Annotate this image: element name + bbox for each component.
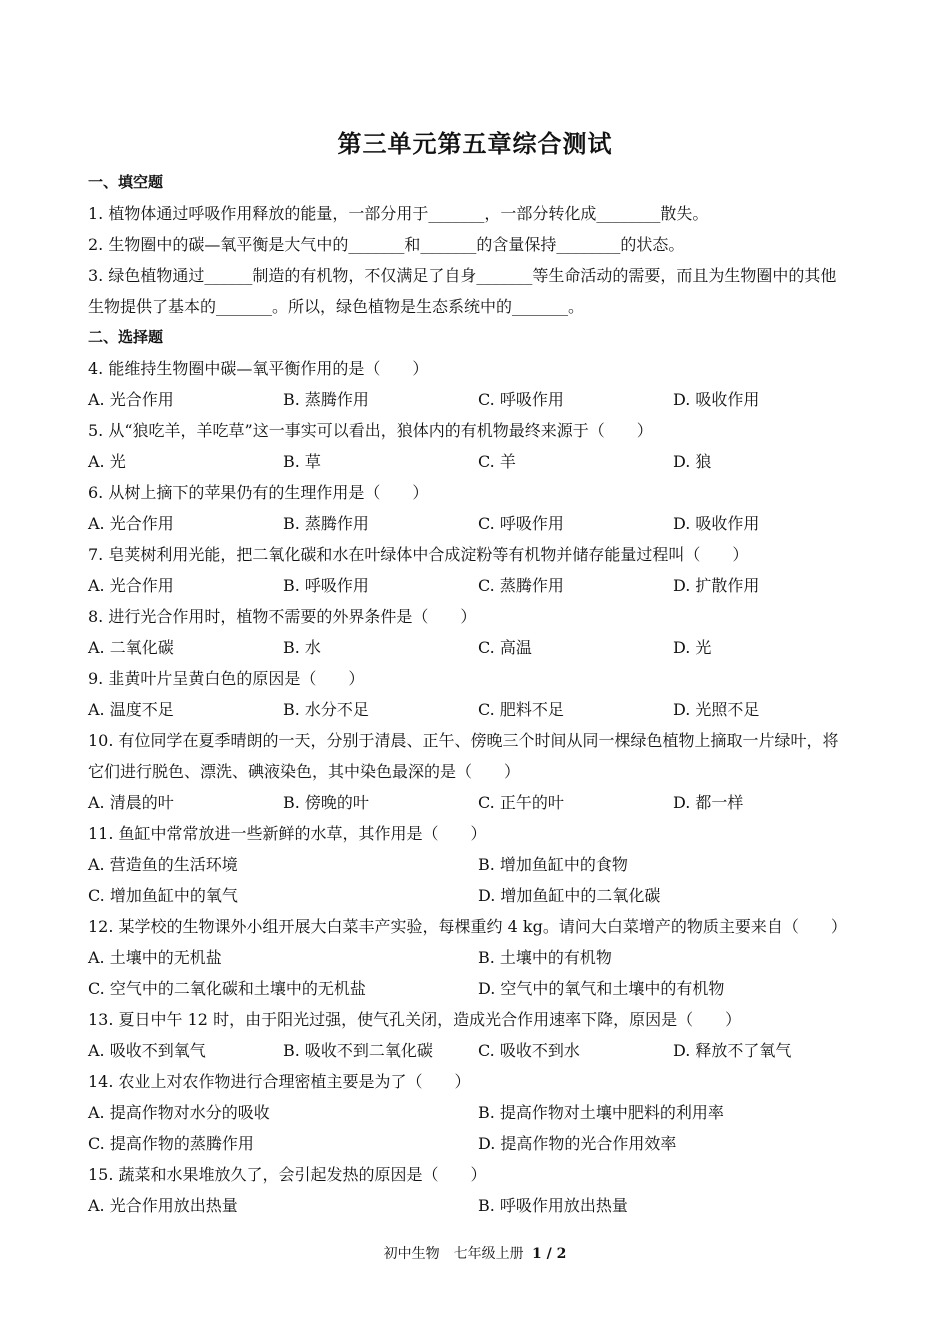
options-row <box>88 446 868 477</box>
fill-question: 3. 绿色植物通过______制造的有机物，不仅满足了自身_______等生命活动的需要，而且为生物圈中的其他 <box>88 266 837 285</box>
option-c: C. 肥料不足 <box>478 700 564 719</box>
question-stem: 4. 能维持生物圈中碳—氧平衡作用的是（ ） <box>88 359 429 378</box>
option-d: D. 狼 <box>673 452 712 471</box>
footer-text: 初中生物 七年级上册 <box>383 1246 524 1262</box>
option-a: A. 光合作用 <box>88 576 174 595</box>
option-a: A. 温度不足 <box>88 700 174 719</box>
option-d: D. 扩散作用 <box>673 576 760 595</box>
option-b: B. 水分不足 <box>283 700 369 719</box>
options-row <box>88 632 868 663</box>
option-a: A. 二氧化碳 <box>88 638 174 657</box>
option-d: D. 提高作物的光合作用效率 <box>478 1134 677 1153</box>
option-d: D. 释放不了氧气 <box>673 1041 792 1060</box>
question-stem: 9. 韭黄叶片呈黄白色的原因是（ ） <box>88 669 365 688</box>
question-stem: 6. 从树上摘下的苹果仍有的生理作用是（ ） <box>88 483 429 502</box>
page-title: 第三单元第五章综合测试 <box>337 130 613 158</box>
options-row <box>88 1097 868 1128</box>
document-body <box>88 167 868 1221</box>
option-d: D. 光 <box>673 638 712 657</box>
option-d: D. 空气中的氧气和土壤中的有机物 <box>478 979 725 998</box>
option-c: C. 空气中的二氧化碳和土壤中的无机盐 <box>88 979 366 998</box>
option-b: B. 蒸腾作用 <box>283 514 369 533</box>
option-d: D. 增加鱼缸中的二氧化碳 <box>478 886 661 905</box>
option-b: B. 呼吸作用 <box>283 576 369 595</box>
option-c: C. 提高作物的蒸腾作用 <box>88 1134 254 1153</box>
question-stem: 8. 进行光合作用时，植物不需要的外界条件是（ ） <box>88 607 477 626</box>
option-b: B. 提高作物对土壤中肥料的利用率 <box>478 1103 724 1122</box>
option-d: D. 光照不足 <box>673 700 760 719</box>
option-a: A. 吸收不到氧气 <box>88 1041 206 1060</box>
option-a: A. 光合作用 <box>88 390 174 409</box>
options-row <box>88 880 868 911</box>
options-row <box>88 787 868 818</box>
option-a: A. 清晨的叶 <box>88 793 174 812</box>
option-a: A. 营造鱼的生活环境 <box>88 855 238 874</box>
options-row <box>88 1128 868 1159</box>
question-stem: 13. 夏日中午 12 时，由于阳光过强，使气孔关闭，造成光合作用速率下降，原因是（ ） <box>88 1010 742 1029</box>
page-footer <box>0 1243 950 1263</box>
question-stem: 10. 有位同学在夏季晴朗的一天，分别于清晨、正午、傍晚三个时间从同一棵绿色植物上摘取一片绿叶，将 <box>88 731 839 750</box>
options-row <box>88 942 868 973</box>
option-b: B. 呼吸作用放出热量 <box>478 1196 628 1215</box>
fill-question: 2. 生物圈中的碳—氧平衡是大气中的_______和_______的含量保持________的状态。 <box>88 235 685 254</box>
option-c: C. 高温 <box>478 638 532 657</box>
option-b: B. 水 <box>283 638 321 657</box>
question-stem: 15. 蔬菜和水果堆放久了，会引起发热的原因是（ ） <box>88 1165 487 1184</box>
option-d: D. 吸收作用 <box>673 514 760 533</box>
option-c: C. 呼吸作用 <box>478 514 564 533</box>
question-stem: 5. 从“狼吃羊，羊吃草”这一事实可以看出，狼体内的有机物最终来源于（ ） <box>88 421 653 440</box>
option-a: A. 土壤中的无机盐 <box>88 948 222 967</box>
option-b: B. 增加鱼缸中的食物 <box>478 855 628 874</box>
option-a: A. 光合作用 <box>88 514 174 533</box>
question-stem-continuation: 它们进行脱色、漂洗、碘液染色，其中染色最深的是（ ） <box>88 762 521 781</box>
question-stem: 12. 某学校的生物课外小组开展大白菜丰产实验，每棵重约 4 kg。请问大白菜增产的物质主要来自（ ） <box>88 917 847 936</box>
option-d: D. 吸收作用 <box>673 390 760 409</box>
option-c: C. 吸收不到水 <box>478 1041 580 1060</box>
options-row <box>88 973 868 1004</box>
option-b: B. 傍晚的叶 <box>283 793 369 812</box>
option-c: C. 增加鱼缸中的氧气 <box>88 886 238 905</box>
page-number: 1 / 2 <box>532 1246 567 1262</box>
option-b: B. 蒸腾作用 <box>283 390 369 409</box>
options-row <box>88 1035 868 1066</box>
options-row <box>88 849 868 880</box>
options-row <box>88 1190 868 1221</box>
section-heading-fill: 一、填空题 <box>88 173 164 191</box>
options-row <box>88 384 868 415</box>
option-c: C. 羊 <box>478 452 516 471</box>
section-heading-choice: 二、选择题 <box>88 328 164 346</box>
option-a: A. 光 <box>88 452 126 471</box>
fill-question-continuation: 生物提供了基本的_______。所以，绿色植物是生态系统中的_______。 <box>88 297 585 316</box>
options-row <box>88 570 868 601</box>
question-stem: 14. 农业上对农作物进行合理密植主要是为了（ ） <box>88 1072 471 1091</box>
option-a: A. 提高作物对水分的吸收 <box>88 1103 270 1122</box>
option-b: B. 草 <box>283 452 321 471</box>
option-b: B. 土壤中的有机物 <box>478 948 612 967</box>
options-row <box>88 508 868 539</box>
question-stem: 11. 鱼缸中常常放进一些新鲜的水草，其作用是（ ） <box>88 824 487 843</box>
option-a: A. 光合作用放出热量 <box>88 1196 238 1215</box>
fill-question: 1. 植物体通过呼吸作用释放的能量，一部分用于_______，一部分转化成________散失。 <box>88 204 709 223</box>
option-c: C. 蒸腾作用 <box>478 576 564 595</box>
question-stem: 7. 皂荚树利用光能，把二氧化碳和水在叶绿体中合成淀粉等有机物并储存能量过程叫（ ） <box>88 545 749 564</box>
option-b: B. 吸收不到二氧化碳 <box>283 1041 433 1060</box>
option-c: C. 正午的叶 <box>478 793 564 812</box>
option-d: D. 都一样 <box>673 793 744 812</box>
option-c: C. 呼吸作用 <box>478 390 564 409</box>
options-row <box>88 694 868 725</box>
